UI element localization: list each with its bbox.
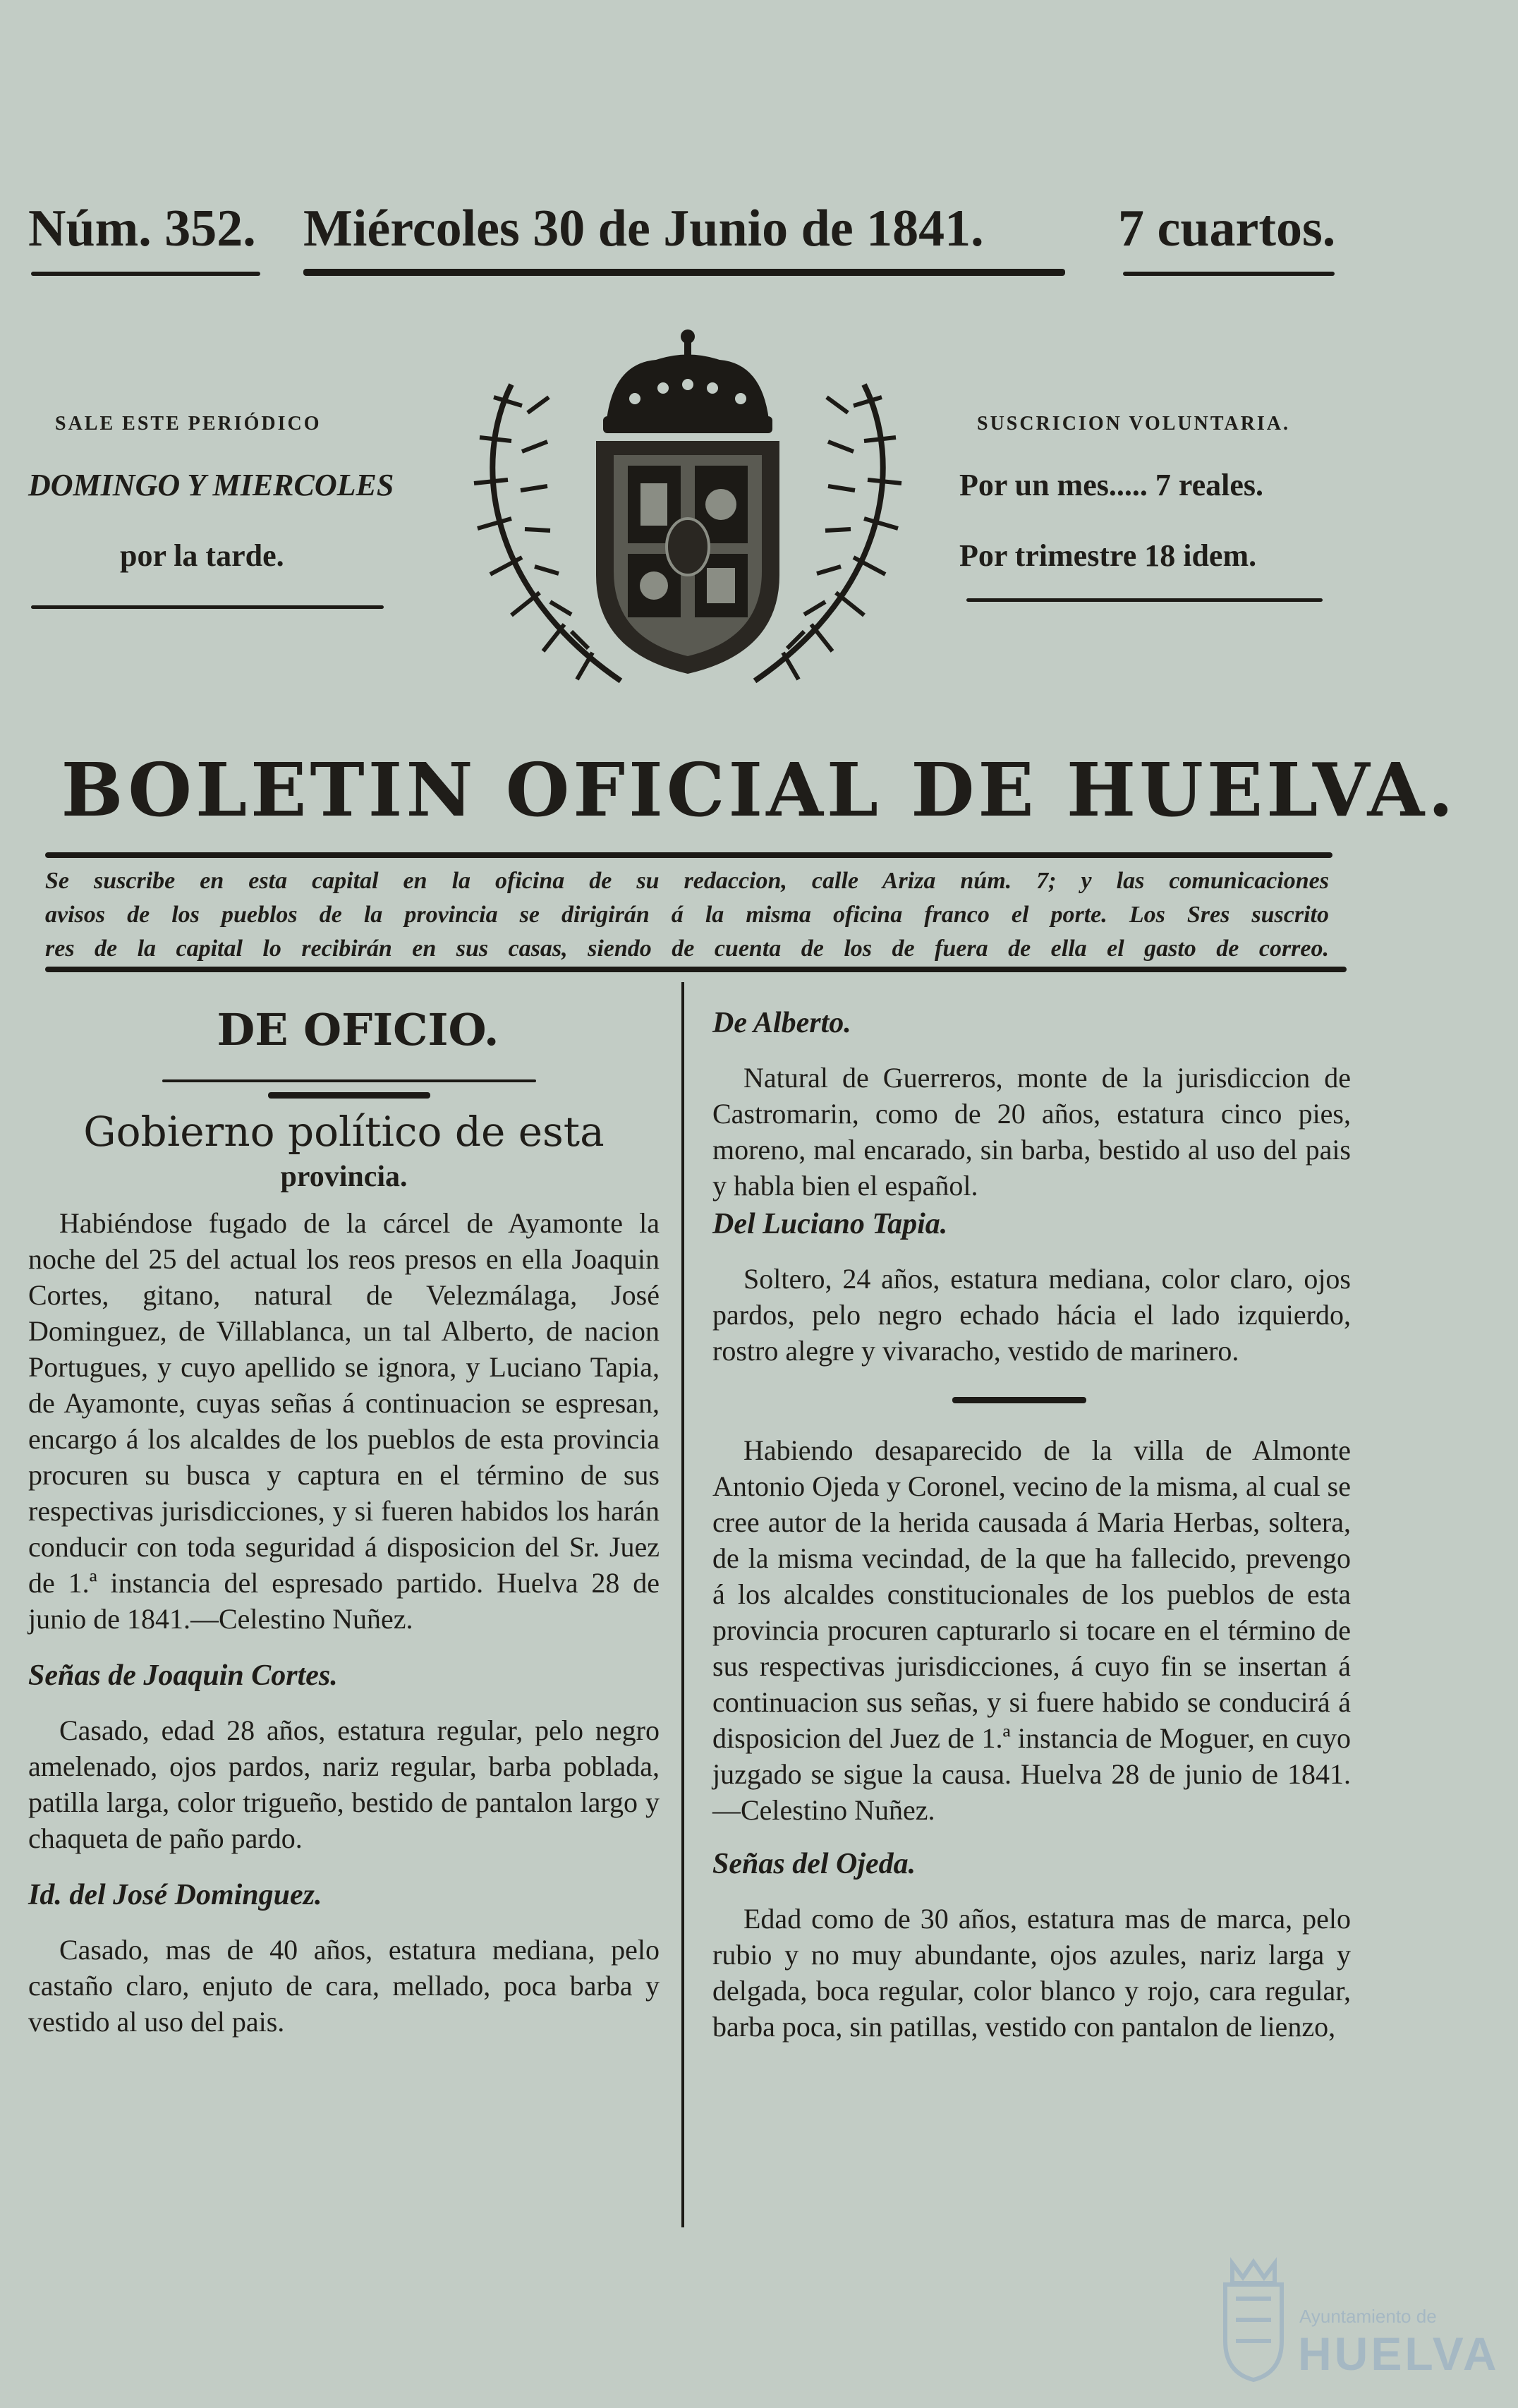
subheading-cortes: Señas de Joaquin Cortes. — [28, 1659, 338, 1692]
coat-of-arms-icon — [444, 321, 931, 713]
subscription-notice — [45, 864, 1329, 966]
decree-ojeda: Habiendo desaparecido de la villa de Almonte Antonio Ojeda y Coronel, vecino de la misma, al cual se cree autor de la herida causada á Maria Herbas, soltera, de la misma vecindad, de la que ha fallecido, prevengo á los alcaldes constitucionales de los pueblos de esta provincia procuren capturarlo si tocare en el término de sus respectivas jurisdicciones, á cuyo fin se insertan á continuacion sus señas, y si fuere habido se conducirá á disposicion del Juez de 1.ª instancia de Moguer, en cuyo juzgado se sigue la causa. Huelva 28 de junio de 1841.—Celestino Nuñez. — [712, 1434, 1351, 1826]
notice-line1: Se suscribe en esta capital en la oficina de su redaccion, calle Ariza núm. 7; y las comunicaciones — [45, 868, 1329, 894]
gobierno-heading: Gobierno político de esta — [83, 1108, 605, 1156]
city-shield-icon — [1215, 2256, 1292, 2383]
right-box-line1: SUSCRICION VOLUNTARIA. — [977, 413, 1291, 435]
left-box-rule — [31, 605, 384, 609]
newspaper-title: BOLETIN OFICIAL DE HUELVA. — [61, 746, 1457, 833]
description-alberto: Natural de Guerreros, monte de la jurisdiccion de Castromarin, como de 20 años, estatura cinco pies, moreno, mal encarado, sin barba, bestido al uso del pais y habla bien el español. — [712, 1062, 1351, 1202]
subheading-alberto: De Alberto. — [712, 1007, 851, 1039]
notice-line3: res de la capital lo recibirán en sus casas, siendo de cuenta de los de fuera de ella el gasto de correo. — [45, 936, 1329, 962]
masthead-rule-left — [31, 272, 260, 276]
left-box-line3: por la tarde. — [120, 538, 284, 573]
article-separator — [952, 1397, 1086, 1403]
left-column — [28, 1002, 660, 2040]
masthead — [28, 199, 1368, 262]
right-column — [712, 1005, 1351, 2045]
issue-number: Núm. 352. — [28, 200, 256, 258]
right-box-line3: Por trimestre 18 idem. — [959, 538, 1257, 573]
subheading-tapia: Del Luciano Tapia. — [712, 1208, 948, 1240]
left-box-line2: DOMINGO Y MIERCOLES — [28, 468, 394, 502]
section-heading: DE OFICIO. — [217, 1004, 499, 1055]
left-box-line1: SALE ESTE PERIÓDICO — [55, 413, 322, 435]
gobierno-subheading: provincia. — [280, 1161, 408, 1193]
right-box-line2: Por un mes..... 7 reales. — [959, 468, 1263, 502]
issue-price: 7 cuartos. — [1118, 200, 1336, 258]
notice-line2: avisos de los pueblos de la provincia se dirigirán á la misma oficina franco el porte. Los Sres suscrito — [45, 902, 1329, 928]
column-divider — [681, 982, 684, 2227]
watermark-small-text: Ayuntamiento de — [1299, 2306, 1437, 2327]
description-ojeda: Edad como de 30 años, estatura mas de marca, pelo rubio y no muy abundante, ojos azules, nariz larga y delgada, boca regular, color blanco y rojo, cara regular, barba poca, sin patillas, vestido con pantalon de lienzo, — [712, 1903, 1351, 2043]
masthead-rule-center — [303, 269, 1065, 276]
archive-watermark — [1215, 2256, 1500, 2397]
description-dominguez: Casado, mas de 40 años, estatura mediana, pelo castaño claro, enjuto de cara, mellado, poca barba y vestido al uso del pais. — [28, 1934, 660, 2038]
notice-rule-bottom — [45, 967, 1347, 972]
issue-date: Miércoles 30 de Junio de 1841. — [303, 200, 984, 258]
subheading-ojeda: Señas del Ojeda. — [712, 1848, 916, 1880]
masthead-rule-right — [1123, 272, 1335, 276]
section-rule — [162, 1079, 536, 1082]
section-ornament-rule — [268, 1092, 430, 1099]
watermark-big-text: HUELVA — [1298, 2328, 1500, 2380]
subheading-dominguez: Id. del José Dominguez. — [28, 1879, 322, 1911]
right-box-rule — [966, 598, 1323, 602]
notice-rule-top — [45, 852, 1332, 858]
description-cortes: Casado, edad 28 años, estatura regular, pelo negro amelenado, ojos pardos, nariz regular, barba poblada, patilla larga, color trigueño, bestido de pantalon largo y chaqueta de paño pardo. — [28, 1714, 660, 1854]
description-tapia: Soltero, 24 años, estatura mediana, color claro, ojos pardos, pelo negro echado hácia el lado izquierdo, rostro alegre y vivaracho, vestido de marinero. — [712, 1263, 1351, 1367]
decree-body: Habiéndose fugado de la cárcel de Ayamonte la noche del 25 del actual los reos presos en ella Joaquin Cortes, gitano, natural de Velezmálaga, José Dominguez, de Villablanca, un tal Alberto, de nacion Portugues, y cuyo apellido se ignora, y Luciano Tapia, de Ayamonte, cuyas señas á continuacion se espresan, encargo á los alcaldes de los pueblos de esta provincia procuren su busca y captura en el término de sus respectivas jurisdicciones, y si fueren habidos los harán conducir con toda seguridad á disposicion del Sr. Juez de 1.ª instancia del espresado partido. Huelva 28 de junio de 1841.—Celestino Nuñez. — [28, 1207, 660, 1635]
